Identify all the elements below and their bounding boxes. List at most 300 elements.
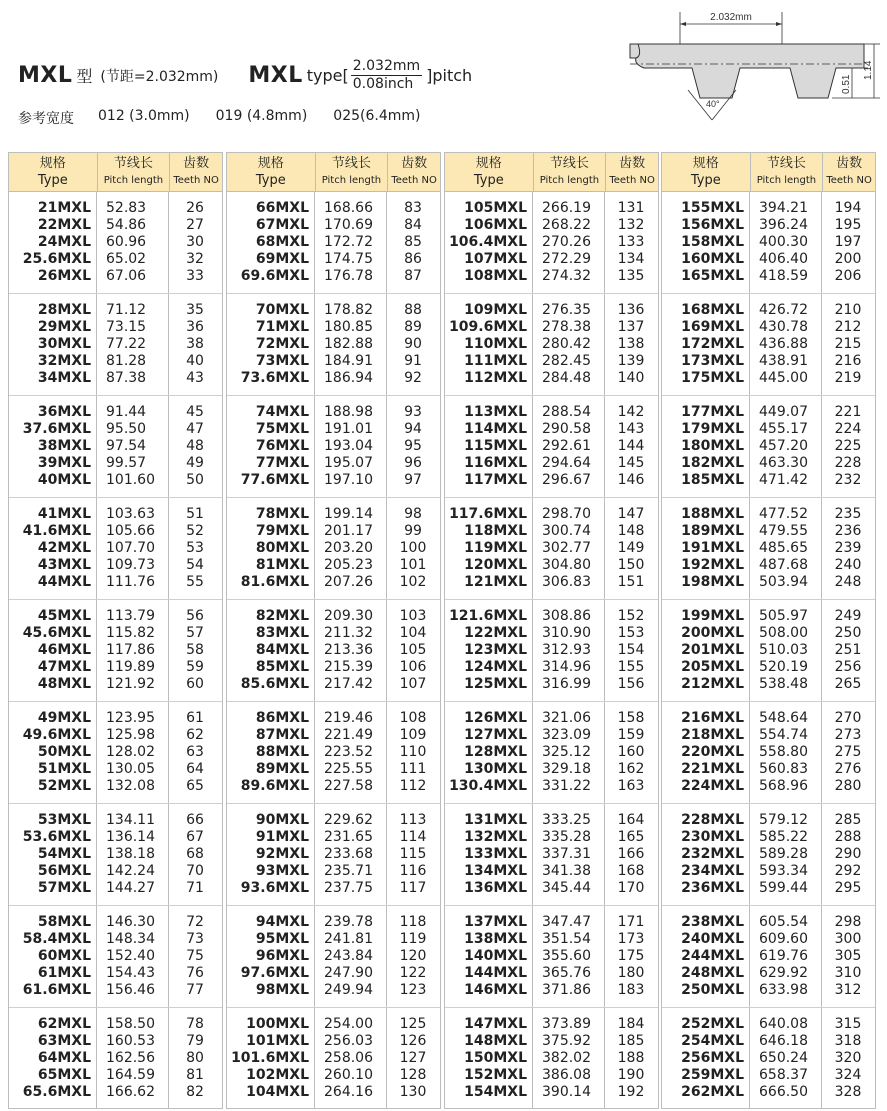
belt-type-cell: 191MXL — [681, 540, 744, 556]
belt-type-cell: 82MXL — [255, 608, 309, 624]
pitch-length-column — [97, 804, 169, 905]
pitch-length-cell: 335.28 — [542, 829, 591, 845]
belt-type-cell: 25.6MXL — [22, 251, 91, 267]
header-teeth-en: Teeth NO — [391, 175, 437, 186]
belt-type-cell: 57MXL — [37, 880, 91, 896]
belt-type-cell: 165MXL — [681, 268, 744, 284]
pitch-length-cell: 130.05 — [106, 761, 155, 777]
header-teeth-cn: 齿数 — [183, 156, 210, 171]
pitch-length-cell: 211.32 — [324, 625, 373, 641]
belt-type-cell: 117MXL — [464, 472, 527, 488]
pitch-length-cell: 178.82 — [324, 302, 373, 318]
pitch-length-cell: 329.18 — [542, 761, 591, 777]
belt-type-cell: 121.6MXL — [449, 608, 527, 624]
belt-type-cell: 115MXL — [464, 438, 527, 454]
teeth-count-cell: 298 — [834, 914, 862, 930]
belt-type-cell: 131MXL — [464, 812, 527, 828]
pitch-length-column — [315, 804, 387, 905]
teeth-count-column — [822, 396, 874, 497]
teeth-count-column — [822, 906, 874, 1007]
pitch-length-cell: 510.03 — [759, 642, 808, 658]
teeth-count-cell: 219 — [834, 370, 862, 386]
pitch-length-cell: 485.65 — [759, 540, 808, 556]
teeth-count-column — [169, 702, 221, 803]
belt-type-cell: 148MXL — [464, 1033, 527, 1049]
belt-type-cell: 180MXL — [681, 438, 744, 454]
teeth-count-column — [822, 804, 874, 905]
pitch-length-cell: 520.19 — [759, 659, 808, 675]
belt-type-cell: 238MXL — [681, 914, 744, 930]
pitch-length-cell: 103.63 — [106, 506, 155, 522]
teeth-count-cell: 122 — [399, 965, 427, 981]
pitch-length-cell: 371.86 — [542, 982, 591, 998]
pitch-length-cell: 125.98 — [106, 727, 155, 743]
pitch-length-cell: 609.60 — [759, 931, 808, 947]
header-type-en: Type — [255, 173, 286, 188]
pitch-length-cell: 172.72 — [324, 234, 373, 250]
belt-type-cell: 109.6MXL — [449, 319, 527, 335]
belt-type-cell: 61.6MXL — [22, 982, 91, 998]
belt-type-cell: 39MXL — [37, 455, 91, 471]
belt-type-cell: 199MXL — [681, 608, 744, 624]
teeth-count-column — [605, 804, 657, 905]
angle-label: 40° — [706, 99, 720, 109]
belt-type-cell: 78MXL — [255, 506, 309, 522]
pitch-length-cell: 455.17 — [759, 421, 808, 437]
pitch-length-cell: 260.10 — [324, 1067, 373, 1083]
table-header — [445, 153, 658, 192]
teeth-count-column — [605, 294, 657, 395]
pitch-length-cell: 406.40 — [759, 251, 808, 267]
teeth-count-column — [387, 906, 439, 1007]
belt-type-cell: 43MXL — [37, 557, 91, 573]
pitch-length-cell: 193.04 — [324, 438, 373, 454]
header-type-en: Type — [473, 173, 504, 188]
pitch-length-column — [97, 702, 169, 803]
belt-type-cell: 106MXL — [464, 217, 527, 233]
belt-type-column — [445, 396, 533, 497]
teeth-count-cell: 85 — [404, 234, 422, 250]
pitch-length-column — [750, 498, 822, 599]
pitch-length-cell: 65.02 — [106, 251, 147, 267]
teeth-count-cell: 111 — [399, 761, 427, 777]
pitch-length-cell: 331.22 — [542, 778, 591, 794]
belt-type-cell: 113MXL — [464, 404, 527, 420]
teeth-count-cell: 215 — [834, 336, 862, 352]
pitch-length-cell: 449.07 — [759, 404, 808, 420]
belt-type-column — [445, 192, 533, 293]
teeth-count-cell: 133 — [617, 234, 645, 250]
teeth-count-cell: 90 — [404, 336, 422, 352]
belt-type-cell: 77.6MXL — [240, 472, 309, 488]
teeth-count-column — [169, 600, 221, 701]
pitch-length-cell: 213.36 — [324, 642, 373, 658]
pitch-length-cell: 136.14 — [106, 829, 155, 845]
pitch-length-cell: 152.40 — [106, 948, 155, 964]
belt-type-cell: 62MXL — [37, 1016, 91, 1032]
belt-type-column — [445, 294, 533, 395]
pitch-length-cell: 95.50 — [106, 421, 147, 437]
page-title — [18, 58, 472, 93]
teeth-count-column — [169, 804, 221, 905]
pitch-length-cell: 274.32 — [542, 268, 591, 284]
teeth-count-cell: 156 — [617, 676, 645, 692]
fraction-bottom: 0.08inch — [352, 76, 414, 92]
pitch-length-cell: 296.67 — [542, 472, 591, 488]
teeth-count-cell: 86 — [404, 251, 422, 267]
pitch-length-cell: 629.92 — [759, 965, 808, 981]
teeth-count-column — [169, 906, 221, 1007]
belt-type-cell: 28MXL — [37, 302, 91, 318]
teeth-count-cell: 180 — [617, 965, 645, 981]
teeth-count-cell: 184 — [617, 1016, 645, 1032]
belt-type-cell: 69MXL — [255, 251, 309, 267]
teeth-count-cell: 127 — [399, 1050, 427, 1066]
table-row-group — [227, 702, 440, 804]
teeth-count-cell: 139 — [617, 353, 645, 369]
teeth-count-cell: 101 — [399, 557, 427, 573]
pitch-length-cell: 201.17 — [324, 523, 373, 539]
table-row-group — [662, 294, 875, 396]
pitch-length-cell: 394.21 — [759, 200, 808, 216]
pitch-length-cell: 436.88 — [759, 336, 808, 352]
table-row-group — [9, 702, 222, 804]
teeth-count-cell: 147 — [617, 506, 645, 522]
teeth-count-cell: 66 — [186, 812, 204, 828]
belt-type-cell: 49.6MXL — [22, 727, 91, 743]
header-pitch — [534, 153, 607, 191]
pitch-length-column — [533, 906, 605, 1007]
belt-type-cell: 92MXL — [255, 846, 309, 862]
belt-type-cell: 111MXL — [464, 353, 527, 369]
pitch-length-cell: 128.02 — [106, 744, 155, 760]
pitch-length-cell: 650.24 — [759, 1050, 808, 1066]
belt-type-cell: 177MXL — [681, 404, 744, 420]
belt-type-cell: 101MXL — [246, 1033, 309, 1049]
belt-type-cell: 144MXL — [464, 965, 527, 981]
belt-type-cell: 40MXL — [37, 472, 91, 488]
belt-type-cell: 37.6MXL — [22, 421, 91, 437]
pitch-length-cell: 487.68 — [759, 557, 808, 573]
pitch-length-cell: 176.78 — [324, 268, 373, 284]
pitch-length-cell: 560.83 — [759, 761, 808, 777]
fraction-top: 2.032mm — [352, 58, 421, 74]
pitch-length-cell: 215.39 — [324, 659, 373, 675]
teeth-count-cell: 104 — [399, 625, 427, 641]
teeth-count-cell: 110 — [399, 744, 427, 760]
teeth-count-cell: 175 — [617, 948, 645, 964]
teeth-count-cell: 143 — [617, 421, 645, 437]
pitch-length-cell: 316.99 — [542, 676, 591, 692]
teeth-count-cell: 165 — [617, 829, 645, 845]
teeth-count-cell: 40 — [186, 353, 204, 369]
pitch-length-cell: 382.02 — [542, 1050, 591, 1066]
pitch-length-cell: 146.30 — [106, 914, 155, 930]
teeth-count-column — [822, 294, 874, 395]
teeth-count-cell: 48 — [186, 438, 204, 454]
teeth-count-cell: 130 — [399, 1084, 427, 1100]
teeth-count-cell: 136 — [617, 302, 645, 318]
belt-type-column — [227, 804, 315, 905]
table-row-group — [9, 804, 222, 906]
belt-type-cell: 104MXL — [246, 1084, 309, 1100]
teeth-count-cell: 87 — [404, 268, 422, 284]
pitch-length-cell: 633.98 — [759, 982, 808, 998]
teeth-count-cell: 168 — [617, 863, 645, 879]
table-row-group — [662, 906, 875, 1008]
pitch-length-cell: 457.20 — [759, 438, 808, 454]
belt-type-cell: 89.6MXL — [240, 778, 309, 794]
belt-type-column — [227, 396, 315, 497]
title2-suffix: ]pitch — [426, 66, 473, 85]
pitch-length-column — [533, 498, 605, 599]
teeth-count-cell: 103 — [399, 608, 427, 624]
pitch-length-cell: 270.26 — [542, 234, 591, 250]
belt-type-cell: 172MXL — [681, 336, 744, 352]
table-row-group — [662, 804, 875, 906]
pitch-length-cell: 333.25 — [542, 812, 591, 828]
teeth-count-cell: 38 — [186, 336, 204, 352]
pitch-length-cell: 323.09 — [542, 727, 591, 743]
table-row-group — [227, 600, 440, 702]
header-pitch-en: Pitch length — [321, 175, 382, 186]
teeth-count-cell: 295 — [834, 880, 862, 896]
pitch-dim-label: 2.032mm — [710, 12, 752, 23]
pitch-fraction — [351, 58, 422, 93]
teeth-count-cell: 49 — [186, 455, 204, 471]
belt-type-cell: 250MXL — [681, 982, 744, 998]
header-teeth — [823, 153, 875, 191]
belt-type-cell: 73MXL — [255, 353, 309, 369]
pitch-length-column — [315, 906, 387, 1007]
table-row-group — [662, 600, 875, 702]
belt-type-cell: 29MXL — [37, 319, 91, 335]
teeth-count-cell: 310 — [834, 965, 862, 981]
belt-type-cell: 65MXL — [37, 1067, 91, 1083]
pitch-length-cell: 67.06 — [106, 268, 147, 284]
teeth-count-cell: 51 — [186, 506, 204, 522]
pitch-length-column — [315, 396, 387, 497]
header-type-cn: 规格 — [39, 156, 66, 171]
belt-type-cell: 125MXL — [464, 676, 527, 692]
pitch-length-cell: 144.27 — [106, 880, 155, 896]
pitch-length-cell: 268.22 — [542, 217, 591, 233]
belt-type-cell: 134MXL — [464, 863, 527, 879]
size-table-panel — [444, 152, 659, 1109]
teeth-count-column — [822, 192, 874, 293]
teeth-count-cell: 149 — [617, 540, 645, 556]
teeth-count-cell: 100 — [399, 540, 427, 556]
teeth-count-cell: 94 — [404, 421, 422, 437]
header-teeth-en: Teeth NO — [609, 175, 655, 186]
pitch-length-cell: 294.64 — [542, 455, 591, 471]
header-pitch-cn: 节线长 — [113, 156, 153, 171]
belt-type-cell: 47MXL — [37, 659, 91, 675]
belt-type-cell: 182MXL — [681, 455, 744, 471]
belt-type-column — [227, 702, 315, 803]
belt-type-cell: 121MXL — [464, 574, 527, 590]
table-row-group — [445, 294, 658, 396]
pitch-length-cell: 355.60 — [542, 948, 591, 964]
pitch-length-cell: 276.35 — [542, 302, 591, 318]
table-row-group — [9, 498, 222, 600]
belt-type-cell: 74MXL — [255, 404, 309, 420]
table-row-group — [227, 396, 440, 498]
belt-type-cell: 158MXL — [681, 234, 744, 250]
teeth-count-cell: 131 — [617, 200, 645, 216]
belt-type-column — [662, 192, 750, 293]
belt-type-column — [227, 294, 315, 395]
teeth-count-cell: 117 — [399, 880, 427, 896]
pitch-length-cell: 105.66 — [106, 523, 155, 539]
belt-type-cell: 120MXL — [464, 557, 527, 573]
pitch-length-cell: 142.24 — [106, 863, 155, 879]
belt-type-cell: 114MXL — [464, 421, 527, 437]
teeth-count-column — [605, 192, 657, 293]
belt-type-cell: 133MXL — [464, 846, 527, 862]
title-mxl: MXL — [18, 63, 73, 88]
teeth-count-cell: 135 — [617, 268, 645, 284]
teeth-count-cell: 328 — [834, 1084, 862, 1100]
pitch-length-cell: 247.90 — [324, 965, 373, 981]
pitch-length-cell: 115.82 — [106, 625, 155, 641]
belt-type-cell: 108MXL — [464, 268, 527, 284]
teeth-count-cell: 158 — [617, 710, 645, 726]
belt-type-column — [227, 1008, 315, 1109]
teeth-count-cell: 194 — [834, 200, 862, 216]
teeth-count-cell: 273 — [834, 727, 862, 743]
teeth-count-cell: 290 — [834, 846, 862, 862]
pitch-length-cell: 138.18 — [106, 846, 155, 862]
belt-type-cell: 93MXL — [255, 863, 309, 879]
teeth-count-cell: 93 — [404, 404, 422, 420]
teeth-count-column — [387, 702, 439, 803]
belt-type-column — [662, 1008, 750, 1109]
belt-type-cell: 132MXL — [464, 829, 527, 845]
pitch-length-cell: 325.12 — [542, 744, 591, 760]
belt-type-cell: 53.6MXL — [22, 829, 91, 845]
belt-type-cell: 248MXL — [681, 965, 744, 981]
belt-type-cell: 44MXL — [37, 574, 91, 590]
belt-type-cell: 147MXL — [464, 1016, 527, 1032]
belt-type-cell: 156MXL — [681, 217, 744, 233]
teeth-count-cell: 84 — [404, 217, 422, 233]
header-teeth — [606, 153, 658, 191]
pitch-length-column — [750, 192, 822, 293]
table-row-group — [445, 906, 658, 1008]
pitch-length-cell: 182.88 — [324, 336, 373, 352]
belt-type-cell: 117.6MXL — [449, 506, 527, 522]
teeth-count-cell: 43 — [186, 370, 204, 386]
table-row-group — [9, 294, 222, 396]
header-pitch — [751, 153, 824, 191]
belt-type-cell: 52MXL — [37, 778, 91, 794]
pitch-length-cell: 52.83 — [106, 200, 147, 216]
belt-type-cell: 85.6MXL — [240, 676, 309, 692]
belt-type-column — [445, 702, 533, 803]
belt-type-cell: 42MXL — [37, 540, 91, 556]
teeth-count-cell: 312 — [834, 982, 862, 998]
pitch-length-cell: 231.65 — [324, 829, 373, 845]
header-pitch — [316, 153, 389, 191]
belt-type-cell: 79MXL — [255, 523, 309, 539]
pitch-length-cell: 426.72 — [759, 302, 808, 318]
belt-type-cell: 83MXL — [255, 625, 309, 641]
belt-type-cell: 116MXL — [464, 455, 527, 471]
pitch-length-cell: 134.11 — [106, 812, 155, 828]
pitch-length-cell: 109.73 — [106, 557, 155, 573]
header-type — [445, 153, 534, 191]
pitch-length-cell: 272.29 — [542, 251, 591, 267]
teeth-count-column — [169, 1008, 221, 1109]
teeth-count-cell: 126 — [399, 1033, 427, 1049]
pitch-length-cell: 97.54 — [106, 438, 147, 454]
teeth-count-cell: 276 — [834, 761, 862, 777]
teeth-count-cell: 92 — [404, 370, 422, 386]
belt-type-cell: 32MXL — [37, 353, 91, 369]
pitch-length-cell: 302.77 — [542, 540, 591, 556]
pitch-length-cell: 666.50 — [759, 1084, 808, 1100]
header-pitch-cn: 节线长 — [331, 156, 371, 171]
teeth-count-cell: 162 — [617, 761, 645, 777]
belt-body — [630, 44, 864, 98]
pitch-length-cell: 249.94 — [324, 982, 373, 998]
pitch-length-cell: 227.58 — [324, 778, 373, 794]
teeth-count-cell: 224 — [834, 421, 862, 437]
belt-type-cell: 72MXL — [255, 336, 309, 352]
teeth-count-cell: 240 — [834, 557, 862, 573]
belt-type-cell: 224MXL — [681, 778, 744, 794]
pitch-length-cell: 217.42 — [324, 676, 373, 692]
teeth-count-cell: 140 — [617, 370, 645, 386]
belt-type-cell: 71MXL — [255, 319, 309, 335]
belt-type-cell: 107MXL — [464, 251, 527, 267]
pitch-length-column — [750, 702, 822, 803]
pitch-length-cell: 77.22 — [106, 336, 147, 352]
belt-type-cell: 75MXL — [255, 421, 309, 437]
teeth-count-column — [387, 498, 439, 599]
header-pitch-en: Pitch length — [539, 175, 600, 186]
belt-type-cell: 63MXL — [37, 1033, 91, 1049]
table-row-group — [9, 600, 222, 702]
teeth-count-cell: 138 — [617, 336, 645, 352]
ref-width-label: 参考宽度 — [18, 111, 74, 127]
teeth-count-cell: 248 — [834, 574, 862, 590]
teeth-count-cell: 251 — [834, 642, 862, 658]
pitch-length-cell: 243.84 — [324, 948, 373, 964]
teeth-count-cell: 324 — [834, 1067, 862, 1083]
teeth-count-cell: 134 — [617, 251, 645, 267]
pitch-length-cell: 188.98 — [324, 404, 373, 420]
belt-type-cell: 212MXL — [681, 676, 744, 692]
teeth-count-cell: 98 — [404, 506, 422, 522]
belt-type-cell: 38MXL — [37, 438, 91, 454]
belt-type-cell: 41.6MXL — [22, 523, 91, 539]
header-type-cn: 规格 — [692, 156, 719, 171]
belt-type-cell: 198MXL — [681, 574, 744, 590]
belt-type-cell: 36MXL — [37, 404, 91, 420]
teeth-count-cell: 164 — [617, 812, 645, 828]
teeth-count-cell: 249 — [834, 608, 862, 624]
teeth-count-cell: 300 — [834, 931, 862, 947]
pitch-length-column — [750, 600, 822, 701]
pitch-length-cell: 166.62 — [106, 1084, 155, 1100]
pitch-length-column — [750, 294, 822, 395]
table-row-group — [227, 906, 440, 1008]
teeth-count-cell: 50 — [186, 472, 204, 488]
pitch-length-cell: 508.00 — [759, 625, 808, 641]
teeth-count-cell: 265 — [834, 676, 862, 692]
